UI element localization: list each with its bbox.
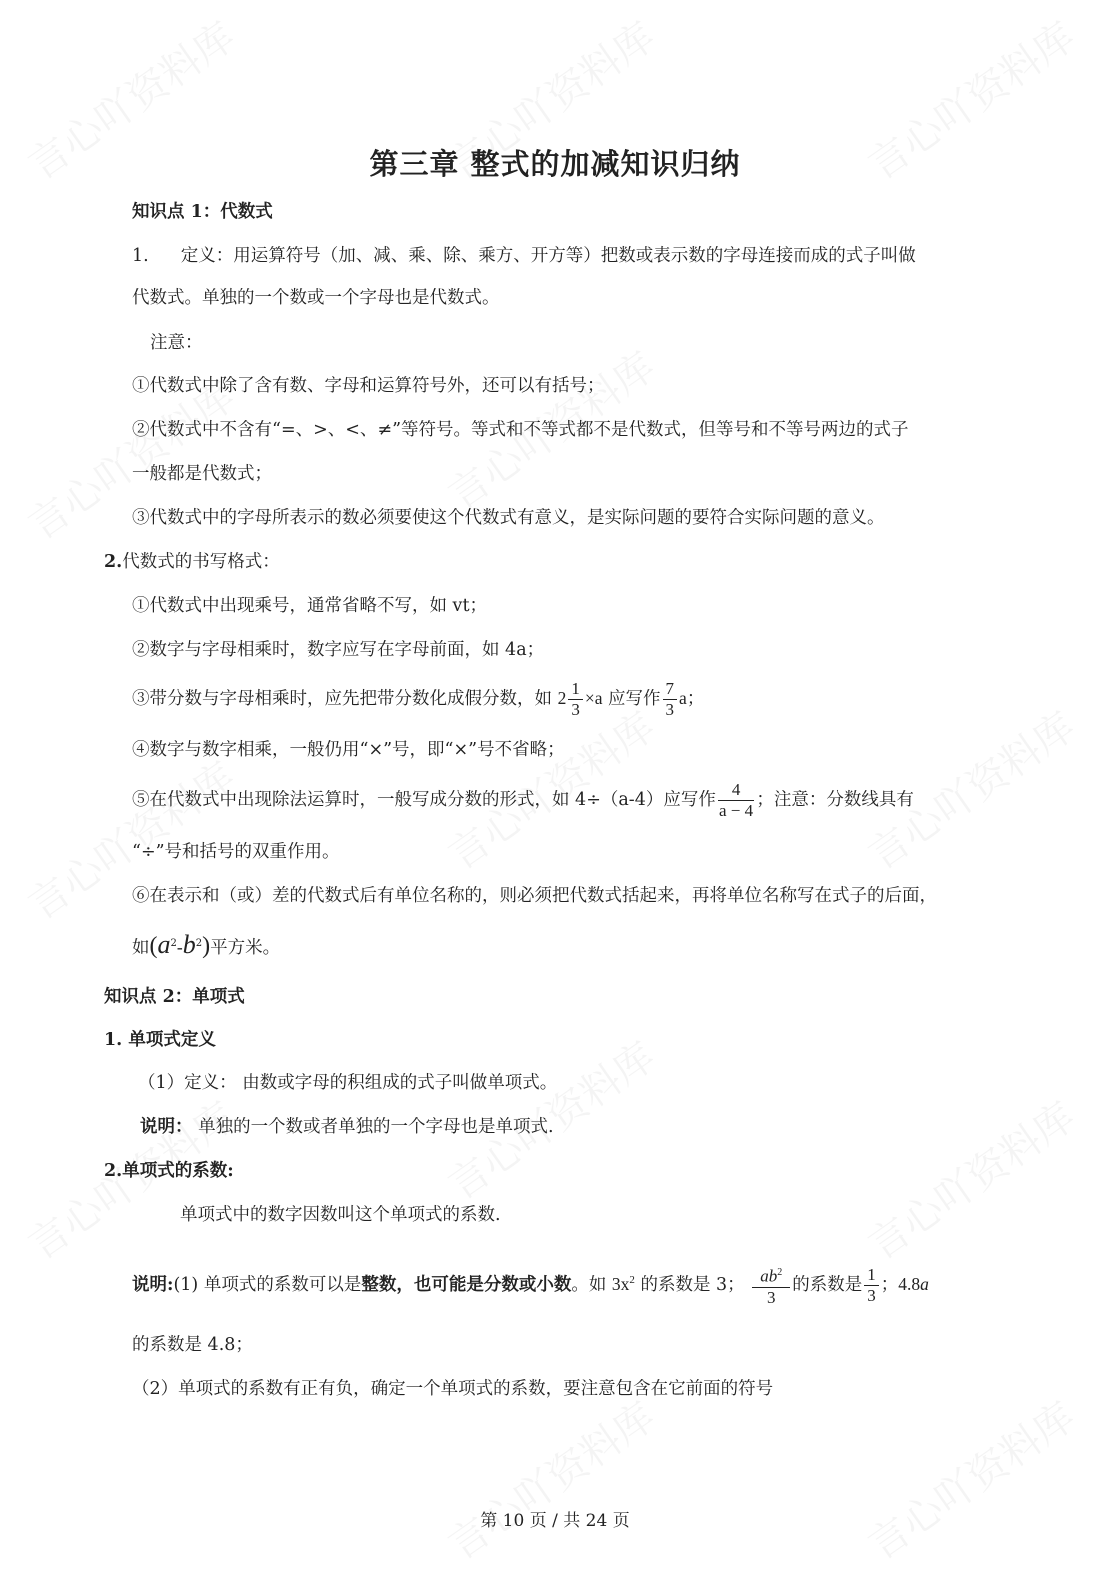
heading-text: 代数式的书写格式：: [122, 552, 280, 572]
definition-line: （1）定义： 由数或字母的积组成的式子叫做单项式。: [138, 1073, 558, 1093]
denominator: a − 4: [719, 801, 754, 820]
subheading: [104, 1158, 234, 1184]
fraction: [864, 1265, 879, 1306]
paragraph: 单项式中的数字因数叫这个单项式的系数.: [180, 1205, 501, 1225]
unit-text: 平方米。: [210, 937, 281, 958]
coef-note-cont: 的系数是 4.8；: [132, 1335, 253, 1355]
format-item: ④数字与数字相乘，一般仍用“×”号，即“×”号不省略；: [132, 740, 565, 760]
times-a: ×a: [584, 688, 603, 708]
watermark: [435, 1386, 664, 1570]
example-expr: 3x: [611, 1273, 630, 1294]
heading-label: 知识点 1：: [132, 202, 221, 222]
fraction: [752, 1263, 790, 1308]
item-text: 应写作: [608, 689, 661, 709]
item-number: 1.: [132, 246, 149, 266]
heading-number: 2.: [104, 1161, 123, 1181]
watermark: [855, 1386, 1084, 1570]
format-item: ⑥在表示和（或）差的代数式后有单位名称的，则必须把代数式括起来，再将单位名称写在式子的后面，: [132, 886, 937, 906]
coef-item: （2）单项式的系数有正有负，确定一个单项式的系数，要注意包含在它前面的符号: [132, 1379, 774, 1399]
item-tail: a；: [679, 688, 705, 708]
note-text: 的系数是 3；: [634, 1274, 745, 1295]
denominator: 3: [867, 1285, 876, 1305]
format-item: ②数字与字母相乘时，数字应写在字母前面，如 4a；: [132, 640, 545, 660]
note-label: 说明:: [132, 1274, 174, 1295]
note-line: [140, 1114, 554, 1140]
paren: ): [202, 932, 211, 959]
denominator: 3: [767, 1287, 776, 1307]
format-item: [132, 775, 914, 825]
exponent: 2: [195, 938, 203, 949]
note-text: ；4.8: [880, 1273, 921, 1294]
note-item: ②代数式中不含有“=、>、<、≠”等符号。等式和不等式都不是代数式，但等号和不等号两边的式子: [132, 420, 909, 440]
definition-line: [132, 243, 916, 269]
note-item: ①代数式中除了含有数、字母和运算符号外，还可以有括号；: [132, 376, 605, 396]
numerator: 4: [718, 780, 755, 801]
heading-number: 2.: [104, 552, 123, 572]
definition-text: 定义：用运算符号（加、减、乘、除、乘方、开方等）把数或表示数的字母连接而成的式子叫做: [180, 246, 916, 266]
note-text: 的系数是: [792, 1274, 863, 1295]
numerator: 1: [568, 679, 583, 700]
item-tail: ；注意：分数线具有: [756, 790, 914, 810]
fraction: [718, 780, 755, 821]
heading-text: 单项式的系数:: [122, 1161, 234, 1181]
heading-name: 代数式: [220, 202, 273, 222]
paren: (: [149, 932, 158, 959]
numerator: 7: [663, 679, 678, 700]
exponent: 2: [170, 938, 177, 949]
note-label: 说明：: [140, 1117, 193, 1137]
numerator: 1: [864, 1265, 879, 1286]
var-a: a: [157, 929, 171, 959]
fraction: [663, 679, 678, 720]
heading-label: 知识点 2：: [104, 987, 193, 1007]
format-item-cont: “÷”号和括号的双重作用。: [132, 842, 340, 862]
definition-cont: 代数式。单独的一个数或一个字母也是代数式。: [132, 288, 500, 308]
heading-name: 单项式: [192, 987, 245, 1007]
item-text: 如: [132, 937, 150, 958]
subheading: 1. 单项式定义: [104, 1030, 216, 1050]
coef-note: [132, 1255, 929, 1310]
var-b: b: [182, 929, 196, 959]
numerator: ab: [760, 1266, 778, 1286]
watermark: [855, 1086, 1084, 1270]
format-item-cont: [132, 926, 280, 966]
note-bold: 整数，也可能是分数或小数: [361, 1274, 572, 1295]
section-heading-1: [132, 199, 273, 225]
format-item: [132, 673, 704, 724]
note-label: 注意：: [150, 333, 203, 353]
format-item: ①代数式中出现乘号，通常省略不写，如 vt；: [132, 596, 487, 616]
section-heading-2: [104, 984, 245, 1010]
note-text: 单独的一个数或者单独的一个字母也是单项式.: [192, 1117, 554, 1137]
note-item: ③代数式中的字母所表示的数必须要使这个代数式有意义，是实际问题的要符合实际问题的意义。: [132, 508, 885, 528]
minus: -: [176, 936, 183, 957]
fraction: [568, 679, 583, 720]
note-item-cont: 一般都是代数式；: [132, 464, 272, 484]
note-text: 。如: [571, 1274, 612, 1295]
page-footer: 第 10 页 / 共 24 页: [480, 1511, 630, 1531]
exponent: 2: [629, 1274, 635, 1286]
exponent: 2: [777, 1267, 783, 1278]
page-title: 第三章 整式的加减知识归纳: [369, 147, 741, 181]
format-heading: [104, 549, 280, 575]
variable: a: [920, 1273, 929, 1294]
mixed-whole: 2: [557, 688, 567, 708]
note-text: (1) 单项式的系数可以是: [173, 1274, 362, 1295]
item-text: ③带分数与字母相乘时，应先把带分数化成假分数，如: [132, 689, 552, 709]
denominator: 3: [571, 700, 580, 719]
denominator: 3: [665, 700, 675, 719]
item-text: ⑤在代数式中出现除法运算时，一般写成分数的形式，如 4÷（a-4）应写作: [132, 790, 716, 810]
